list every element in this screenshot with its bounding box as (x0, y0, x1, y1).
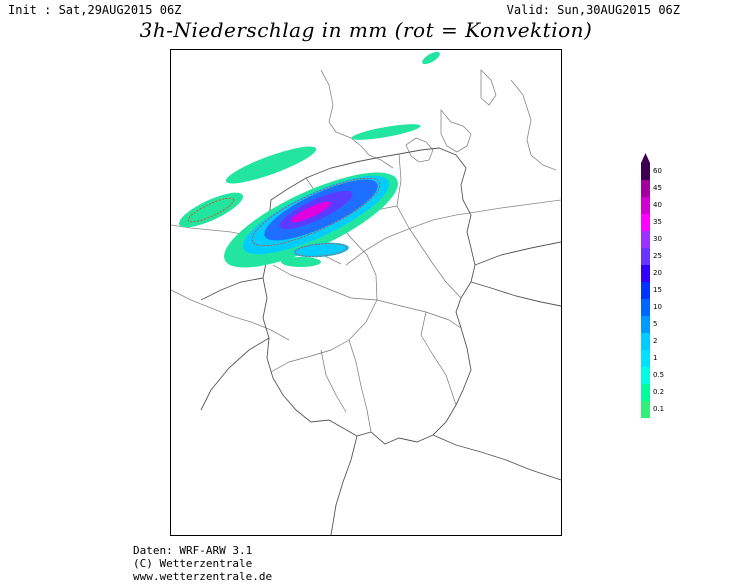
legend-swatch (641, 265, 650, 282)
legend-swatch (641, 367, 650, 384)
legend-label: 0.2 (653, 388, 665, 396)
legend-label: 10 (653, 303, 662, 311)
website-label: www.wetterzentrale.de (133, 570, 273, 583)
legend-top-cap (641, 153, 650, 163)
legend-swatch (641, 350, 650, 367)
legend-label: 5 (653, 320, 658, 328)
init-time-label: Init : Sat,29AUG2015 06Z (8, 3, 182, 17)
legend-swatch (641, 282, 650, 299)
legend-swatch (641, 180, 650, 197)
legend-swatch (641, 401, 650, 418)
legend-label: 45 (653, 184, 662, 192)
legend-label: 35 (653, 218, 662, 226)
legend-label: 2 (653, 337, 658, 345)
precipitation-legend (641, 153, 681, 433)
legend-label: 40 (653, 201, 662, 209)
legend-label: 20 (653, 269, 662, 277)
legend-label: 1 (653, 354, 658, 362)
precipitation-field (175, 50, 442, 286)
legend-swatch (641, 248, 650, 265)
legend-swatch (641, 197, 650, 214)
legend-label: 60 (653, 167, 662, 175)
map-title: 3h-Niederschlag in mm (rot = Konvektion) (139, 18, 593, 42)
legend-swatch (641, 384, 650, 401)
legend-label: 15 (653, 286, 662, 294)
legend-swatch (641, 333, 650, 350)
footer-credits (133, 544, 272, 583)
data-source-label: Daten: WRF-ARW 3.1 (133, 544, 253, 557)
legend-label: 0.5 (653, 371, 665, 379)
legend-swatch (641, 163, 650, 180)
legend-label: 25 (653, 252, 662, 260)
legend-swatch (641, 214, 650, 231)
map-canvas (171, 50, 561, 535)
legend-swatch (641, 299, 650, 316)
legend-swatch (641, 316, 650, 333)
legend-swatch (641, 231, 650, 248)
legend-label: 30 (653, 235, 662, 243)
precipitation-map (170, 49, 562, 536)
copyright-label: (C) Wetterzentrale (133, 557, 253, 570)
legend-label: 0.1 (653, 405, 665, 413)
valid-time-label: Valid: Sun,30AUG2015 06Z (506, 3, 680, 17)
